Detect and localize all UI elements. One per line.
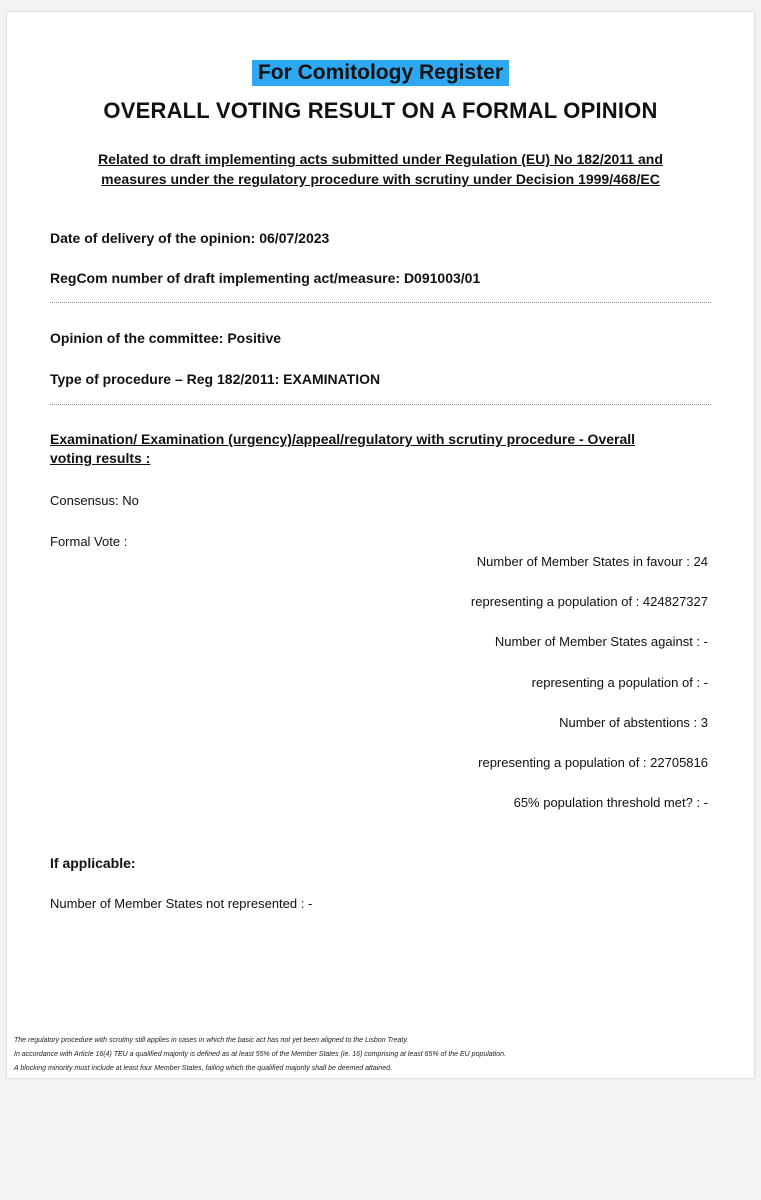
not-represented: Number of Member States not represented : - <box>50 896 313 911</box>
footnotes <box>14 1034 506 1076</box>
voting-section-title-line-2: voting results : <box>50 450 151 466</box>
footnote-3: A blocking minority must include at least four Member States, failing which the qualified majority shall be deemed attained. <box>14 1065 392 1072</box>
document-page <box>7 12 754 1078</box>
register-label-wrap <box>7 60 754 86</box>
date-of-delivery: Date of delivery of the opinion: 06/07/2023 <box>50 230 330 246</box>
if-applicable-heading: If applicable: <box>50 855 136 871</box>
dotted-divider-1 <box>50 302 711 303</box>
abstentions: Number of abstentions : 3 <box>559 715 708 730</box>
dotted-divider-2 <box>50 404 711 405</box>
footnote-2: In accordance with Article 16(4) TEU a qualified majority is defined as at least 55% of the Member States (ie. 16) comprising at least 65% of the EU population. <box>14 1051 506 1058</box>
subtitle-line-2: measures under the regulatory procedure with scrutiny under Decision 1999/468/EC <box>101 171 660 187</box>
register-label: For Comitology Register <box>252 60 509 86</box>
population-in-favour: representing a population of : 424827327 <box>470 594 708 609</box>
procedure-type: Type of procedure – Reg 182/2011: EXAMINATION <box>50 371 381 387</box>
members-against: Number of Member States against : - <box>494 634 708 649</box>
formal-vote-label: Formal Vote : <box>50 534 128 549</box>
document-title: OVERALL VOTING RESULT ON A FORMAL OPINION <box>103 98 658 123</box>
voting-section-title-line-1: Examination/ Examination (urgency)/appeal/regulatory with scrutiny procedure - Overall <box>50 431 636 447</box>
footnote-1: The regulatory procedure with scrutiny still applies in cases in which the basic act has not yet been aligned to the Lisbon Treaty. <box>14 1037 409 1044</box>
subtitle-line-1: Related to draft implementing acts submitted under Regulation (EU) No 182/2011 and <box>98 151 663 167</box>
voting-section-title <box>50 430 710 468</box>
population-abstentions: representing a population of : 22705816 <box>478 755 708 770</box>
document-subtitle <box>47 149 714 189</box>
regcom-number: RegCom number of draft implementing act/measure: D091003/01 <box>50 270 481 286</box>
population-against: representing a population of : - <box>531 675 708 690</box>
consensus: Consensus: No <box>50 493 139 508</box>
threshold-met: 65% population threshold met? : - <box>513 795 708 810</box>
committee-opinion: Opinion of the committee: Positive <box>50 330 282 346</box>
members-in-favour: Number of Member States in favour : 24 <box>476 554 708 569</box>
